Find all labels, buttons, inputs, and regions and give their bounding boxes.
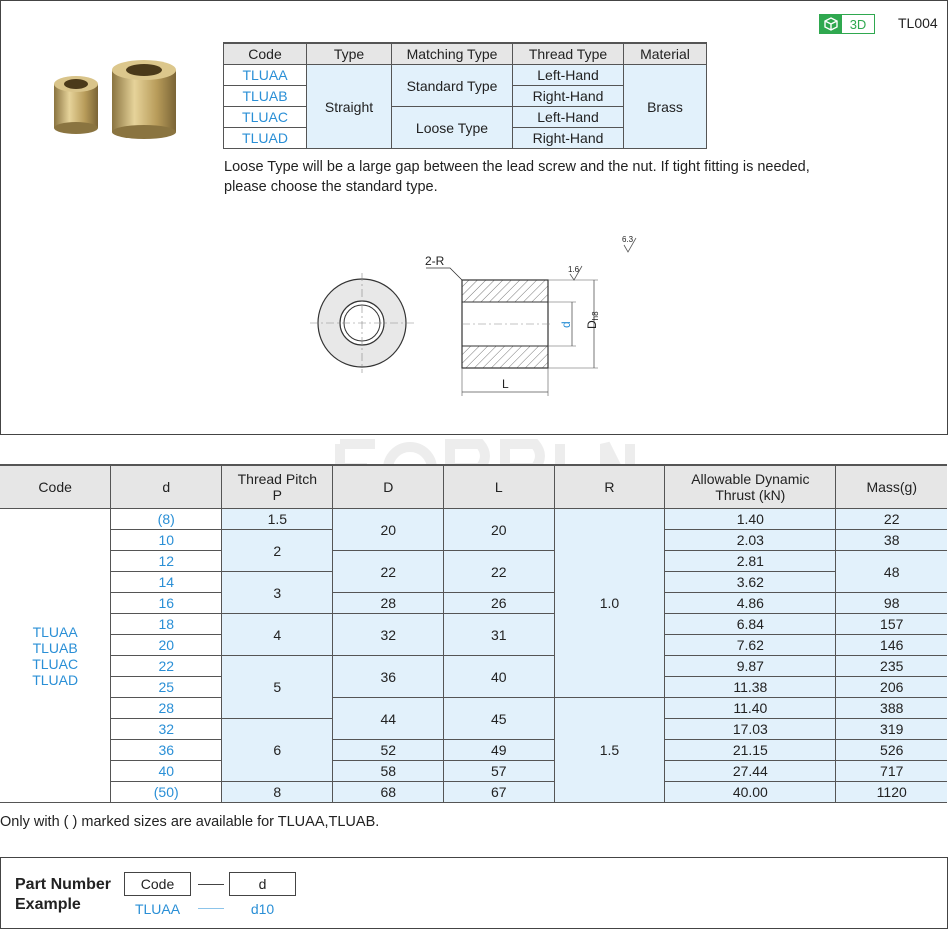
pitch-cell: 2 (222, 530, 333, 572)
mass-cell: 717 (836, 761, 947, 782)
D-cell: 36 (333, 656, 444, 698)
L-cell: 22 (444, 551, 555, 593)
thrust-cell: 4.86 (665, 593, 836, 614)
D-cell: 52 (333, 740, 444, 761)
code-link[interactable]: TLUAC (224, 107, 307, 128)
th-type: Type (307, 43, 392, 65)
pn-separator (198, 884, 224, 885)
d-cell[interactable]: 14 (111, 572, 222, 593)
material-value: Brass (624, 65, 707, 149)
d-cell[interactable]: 10 (111, 530, 222, 551)
thread-value: Right-Hand (513, 128, 624, 149)
d-cell[interactable]: 12 (111, 551, 222, 572)
d-cell[interactable]: 22 (111, 656, 222, 677)
L-cell: 49 (444, 740, 555, 761)
th-L: L (444, 465, 555, 509)
mass-cell: 526 (836, 740, 947, 761)
roughness-16: 1.6 (568, 265, 580, 274)
mass-cell: 319 (836, 719, 947, 740)
mass-cell: 146 (836, 635, 947, 656)
mass-cell: 22 (836, 509, 947, 530)
mass-cell: 98 (836, 593, 947, 614)
D-cell: 32 (333, 614, 444, 656)
label-2r: 2-R (425, 254, 445, 268)
thrust-cell: 11.40 (665, 698, 836, 719)
mass-cell: 235 (836, 656, 947, 677)
d-cell[interactable]: 36 (111, 740, 222, 761)
spec-table (0, 464, 947, 803)
thrust-cell: 11.38 (665, 677, 836, 698)
technical-drawing (300, 228, 660, 408)
L-cell: 26 (444, 593, 555, 614)
th-mass: Mass(g) (836, 465, 947, 509)
pitch-cell: 3 (222, 572, 333, 614)
mass-cell: 48 (836, 551, 947, 593)
pn-example-d: d10 (250, 901, 275, 917)
pitch-cell: 6 (222, 719, 333, 782)
L-cell: 31 (444, 614, 555, 656)
thread-value: Right-Hand (513, 86, 624, 107)
thrust-cell: 21.15 (665, 740, 836, 761)
L-cell: 40 (444, 656, 555, 698)
thrust-cell: 3.62 (665, 572, 836, 593)
thrust-cell: 27.44 (665, 761, 836, 782)
R-cell: 1.5 (554, 698, 665, 803)
L-cell: 57 (444, 761, 555, 782)
D-cell: 28 (333, 593, 444, 614)
D-cell: 68 (333, 782, 444, 803)
L-cell: 45 (444, 698, 555, 740)
code-link[interactable]: TLUAB (32, 639, 78, 656)
code-link[interactable]: TLUAD (32, 671, 79, 688)
th-code: Code (224, 43, 307, 65)
mass-cell: 157 (836, 614, 947, 635)
thrust-cell: 17.03 (665, 719, 836, 740)
code-link[interactable]: TLUAB (224, 86, 307, 107)
D-cell: 44 (333, 698, 444, 740)
th-pitch: Thread Pitch P (222, 465, 333, 509)
code-link[interactable]: TLUAD (224, 128, 307, 149)
th-thrust: Allowable Dynamic Thrust (kN) (665, 465, 836, 509)
availability-footnote: Only with ( ) marked sizes are available for TLUAA,TLUAB. (0, 814, 380, 830)
th-thread: Thread Type (513, 43, 624, 65)
pitch-cell: 1.5 (222, 509, 333, 530)
th-material: Material (624, 43, 707, 65)
matching-value: Standard Type (392, 65, 513, 107)
d-cell[interactable]: (50) (111, 782, 222, 803)
d-cell[interactable]: (8) (111, 509, 222, 530)
pn-example-separator (198, 908, 224, 909)
D-cell: 20 (333, 509, 444, 551)
dim-d: d (559, 321, 573, 328)
D-cell: 58 (333, 761, 444, 782)
roughness-63: 6.3 (622, 235, 634, 244)
type-value: Straight (307, 65, 392, 149)
th-code: Code (0, 465, 111, 509)
product-photo (48, 56, 188, 140)
mass-cell: 1120 (836, 782, 947, 803)
dim-D: Dh8 (585, 311, 600, 329)
thread-value: Left-Hand (513, 65, 624, 86)
th-matching: Matching Type (392, 43, 513, 65)
L-cell: 20 (444, 509, 555, 551)
matching-value: Loose Type (392, 107, 513, 149)
thread-value: Left-Hand (513, 107, 624, 128)
th-D: D (333, 465, 444, 509)
thrust-cell: 1.40 (665, 509, 836, 530)
3d-label: 3D (849, 16, 867, 32)
th-R: R (554, 465, 665, 509)
thrust-cell: 9.87 (665, 656, 836, 677)
d-cell[interactable]: 32 (111, 719, 222, 740)
mass-cell: 388 (836, 698, 947, 719)
R-cell: 1.0 (554, 509, 665, 698)
L-cell: 67 (444, 782, 555, 803)
thrust-cell: 2.81 (665, 551, 836, 572)
pn-code-box: Code (124, 872, 191, 896)
D-cell: 22 (333, 551, 444, 593)
code-link[interactable]: TLUAC (32, 655, 79, 672)
d-cell[interactable]: 18 (111, 614, 222, 635)
dim-L: L (502, 377, 509, 391)
pitch-cell: 5 (222, 656, 333, 719)
mass-cell: 206 (836, 677, 947, 698)
cube-icon (820, 15, 842, 33)
d-cell[interactable]: 20 (111, 635, 222, 656)
mass-cell: 38 (836, 530, 947, 551)
series-code: TL004 (898, 15, 938, 31)
pn-d-box: d (229, 872, 296, 896)
thrust-cell: 2.03 (665, 530, 836, 551)
part-number-title: Part Number Example (15, 876, 112, 913)
pitch-cell: 8 (222, 782, 333, 803)
pitch-cell: 4 (222, 614, 333, 656)
d-cell[interactable]: 40 (111, 761, 222, 782)
thrust-cell: 40.00 (665, 782, 836, 803)
d-cell[interactable]: 25 (111, 677, 222, 698)
thrust-cell: 6.84 (665, 614, 836, 635)
code-link[interactable]: TLUAA (32, 623, 78, 640)
loose-type-note: Loose Type will be a large gap between the lead screw and the nut. If tight fitting is needed, please choose the standard type. (224, 159, 810, 195)
d-cell[interactable]: 28 (111, 698, 222, 719)
pn-example-code: TLUAA (134, 901, 181, 917)
part-number-example (0, 857, 948, 929)
d-cell[interactable]: 16 (111, 593, 222, 614)
th-d: d (111, 465, 222, 509)
type-table (223, 42, 707, 149)
3d-model-button[interactable] (819, 14, 875, 34)
thrust-cell: 7.62 (665, 635, 836, 656)
code-link[interactable]: TLUAA (224, 65, 307, 86)
code-list (0, 509, 111, 803)
